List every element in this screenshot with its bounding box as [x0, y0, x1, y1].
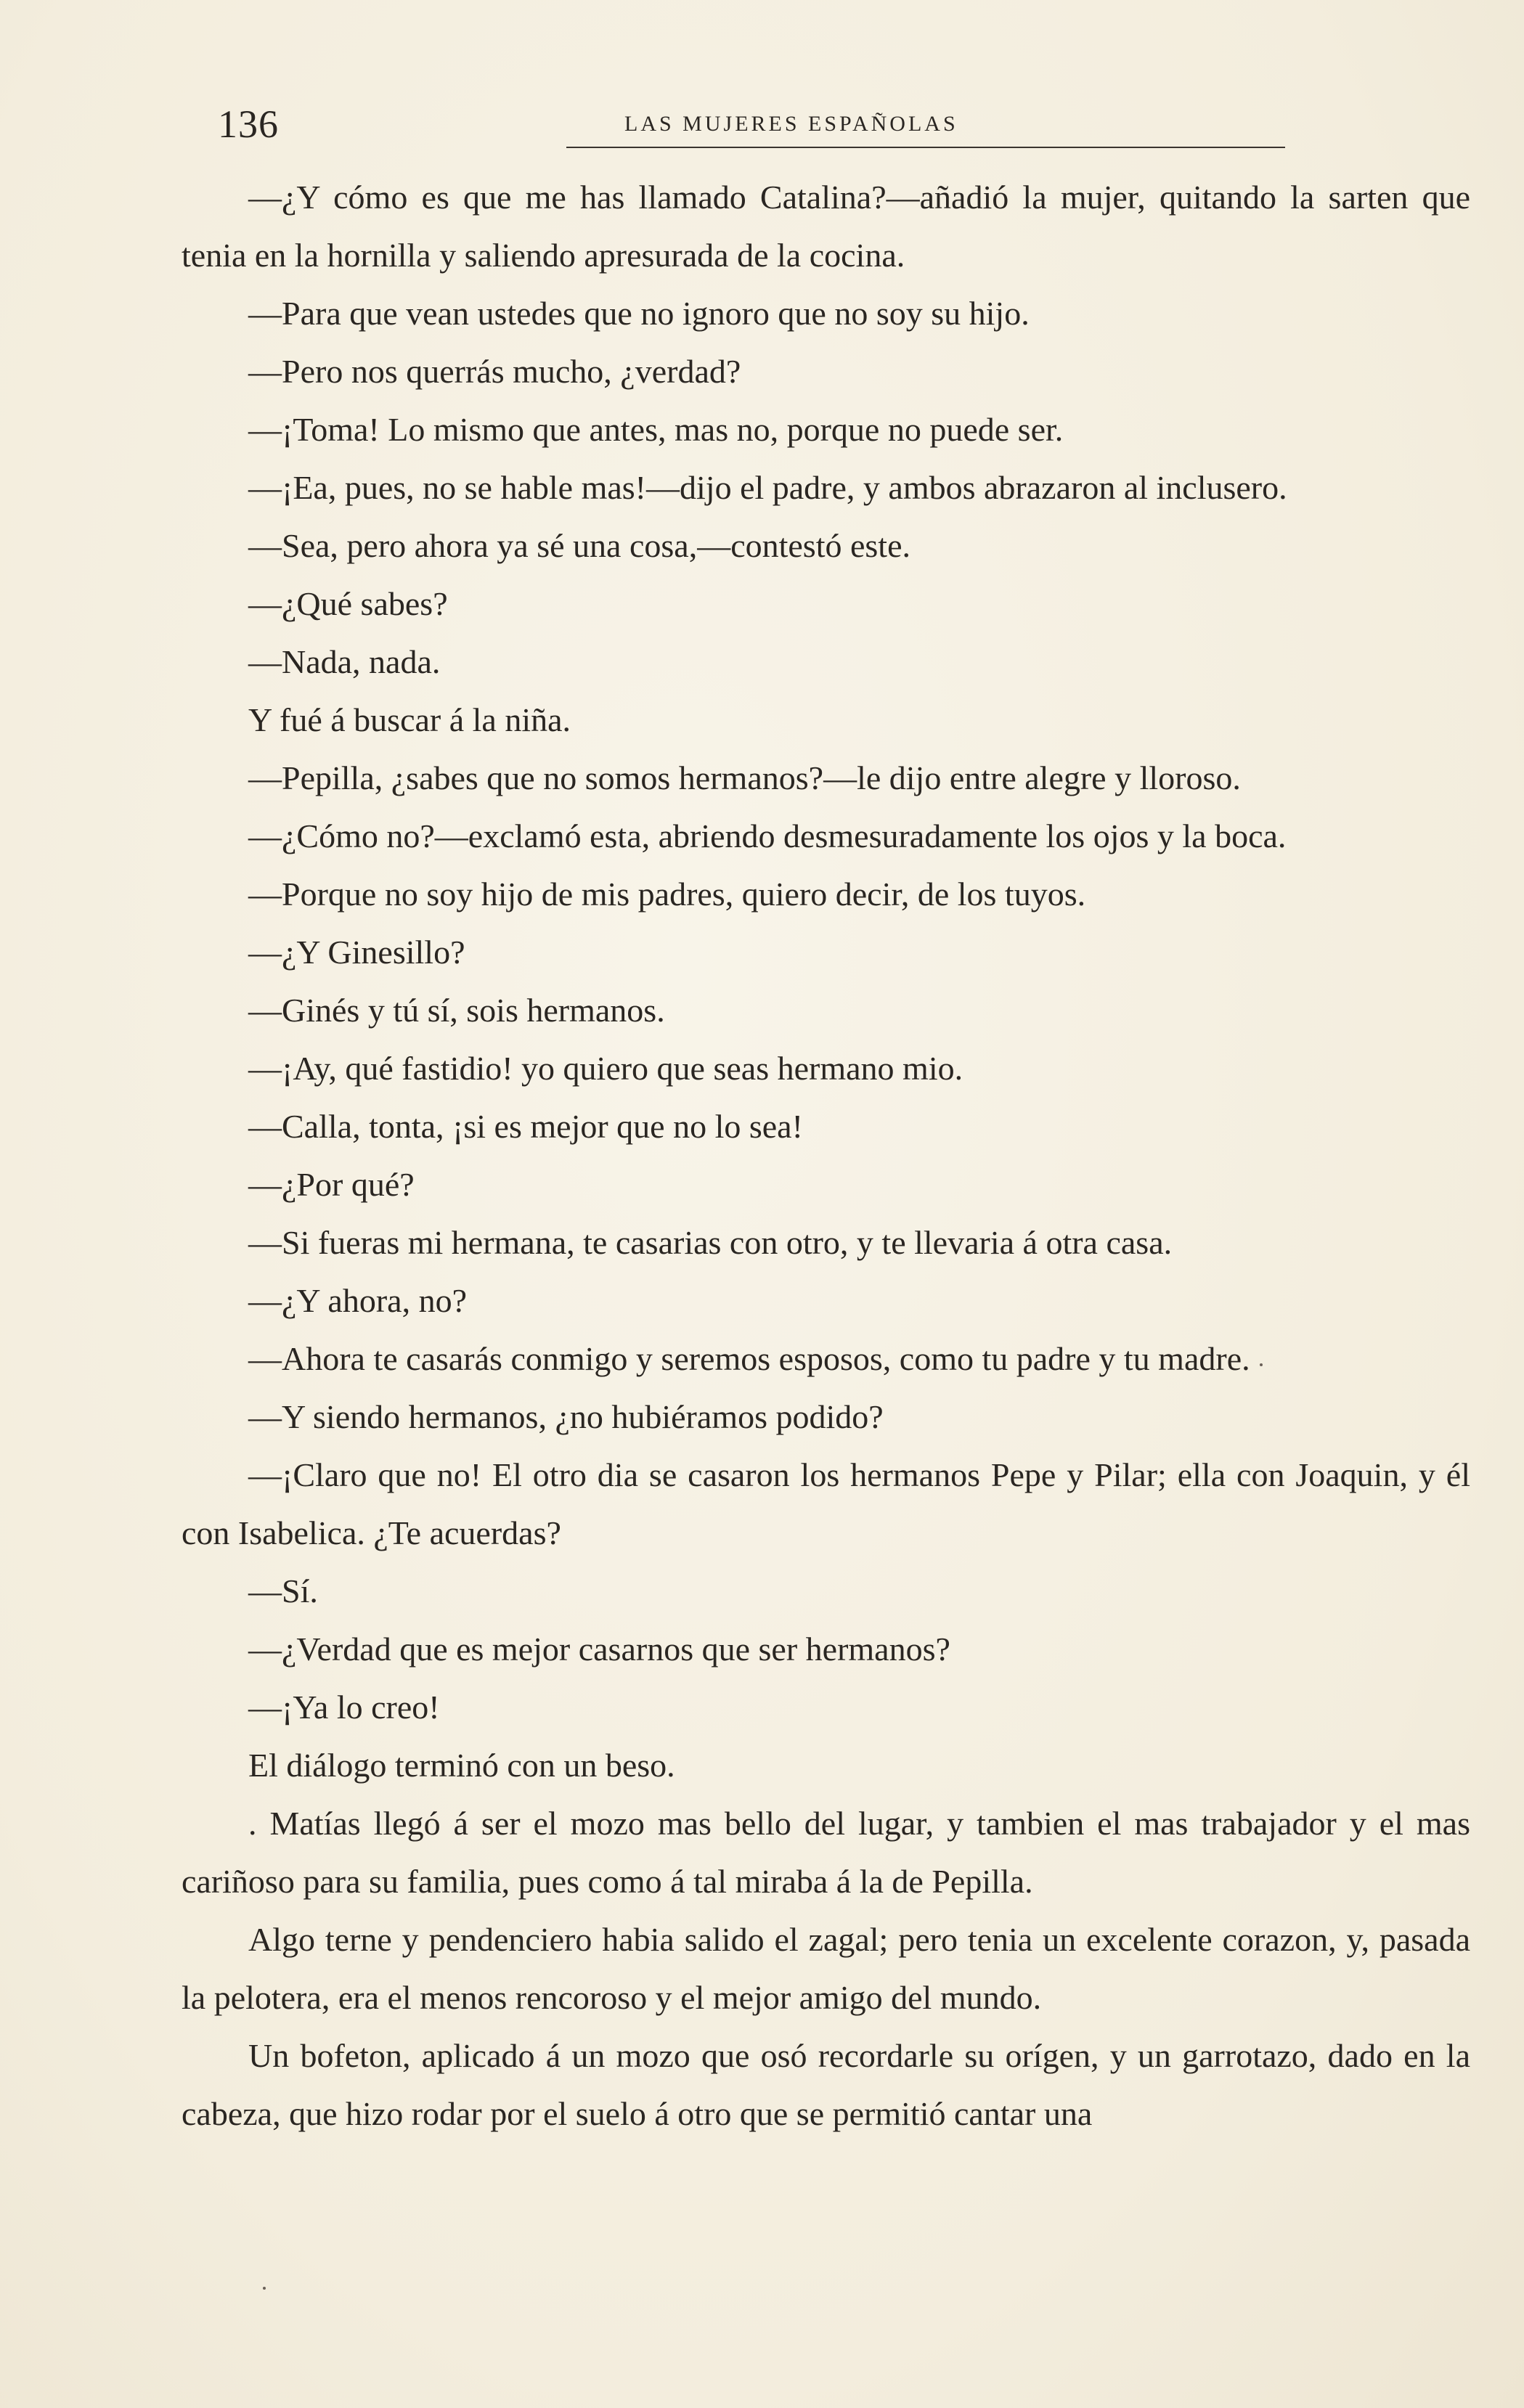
paragraph: —¡Ya lo creo! — [248, 1689, 440, 1726]
paragraph: —¿Por qué? — [248, 1166, 415, 1203]
paragraph: —¿Y ahora, no? — [248, 1282, 467, 1319]
paragraph: —Porque no soy hijo de mis padres, quiero decir, de los tuyos. — [248, 876, 1086, 913]
paragraph: —¡Ea, pues, no se hable mas!—dijo el padre, y ambos abrazaron al inclusero. — [248, 469, 1287, 506]
paragraph: . Matías llegó á ser el mozo mas bello del lugar, y tambien el mas trabajador y el mas cariñoso para su familia, pues como á tal miraba á la de Pepilla. — [182, 1805, 1470, 1900]
paragraph: —Pero nos querrás mucho, ¿verdad? — [248, 353, 741, 390]
paragraph: —Nada, nada. — [248, 643, 441, 680]
paragraph: —¡Claro que no! El otro dia se casaron los hermanos Pepe y Pilar; ella con Joaquin, y él con Isabelica. ¿Te acuerdas? — [182, 1456, 1470, 1551]
paragraph: —Pepilla, ¿sabes que no somos hermanos?—le dijo entre alegre y lloroso. — [248, 759, 1241, 796]
paragraph: —¡Ay, qué fastidio! yo quiero que seas hermano mio. — [248, 1050, 963, 1087]
paragraph: —Calla, tonta, ¡si es mejor que no lo sea! — [248, 1108, 803, 1145]
running-title: LAS MUJERES ESPAÑOLAS — [624, 112, 958, 136]
paragraph: —¿Y cómo es que me has llamado Catalina?—añadió la mujer, quitando la sarten que tenia en la hornilla y saliendo apresurada de la cocina. — [182, 179, 1470, 274]
ink-speck — [1260, 1363, 1263, 1366]
paragraph: —¿Verdad que es mejor casarnos que ser hermanos? — [248, 1630, 950, 1668]
paragraph: Algo terne y pendenciero habia salido el zagal; pero tenia un excelente corazon, y, pasada la pelotera, era el menos rencoroso y el mejor amigo del mundo. — [182, 1921, 1470, 2016]
paragraph: —Ginés y tú sí, sois hermanos. — [248, 992, 665, 1029]
paragraph: Un bofeton, aplicado á un mozo que osó recordarle su orígen, y un garrotazo, dado en la cabeza, que hizo rodar por el suelo á otro que se permitió cantar una — [182, 2037, 1470, 2132]
ink-speck — [263, 2287, 266, 2290]
paragraph: —¡Toma! Lo mismo que antes, mas no, porque no puede ser. — [248, 411, 1064, 448]
paragraph: —Para que vean ustedes que no ignoro que no soy su hijo. — [248, 295, 1030, 332]
paragraph: —Ahora te casarás conmigo y seremos esposos, como tu padre y tu madre. — [248, 1340, 1250, 1377]
paragraph: —Y siendo hermanos, ¿no hubiéramos podido? — [248, 1398, 884, 1435]
paragraph: —Si fueras mi hermana, te casarias con otro, y te llevaria á otra casa. — [248, 1224, 1173, 1261]
paragraph: —¿Y Ginesillo? — [248, 934, 465, 971]
body-text — [182, 168, 1470, 2143]
page-number: 136 — [218, 102, 279, 146]
paragraph: —¿Qué sabes? — [248, 585, 448, 622]
paragraph: —Sí. — [248, 1572, 318, 1609]
paragraph: —Sea, pero ahora ya sé una cosa,—contestó este. — [248, 527, 911, 564]
header-rule — [566, 147, 1285, 148]
paragraph: —¿Cómo no?—exclamó esta, abriendo desmesuradamente los ojos y la boca. — [248, 817, 1287, 854]
paragraph: Y fué á buscar á la niña. — [248, 701, 571, 738]
page-header — [218, 102, 1307, 160]
paragraph: El diálogo terminó con un beso. — [248, 1747, 675, 1784]
